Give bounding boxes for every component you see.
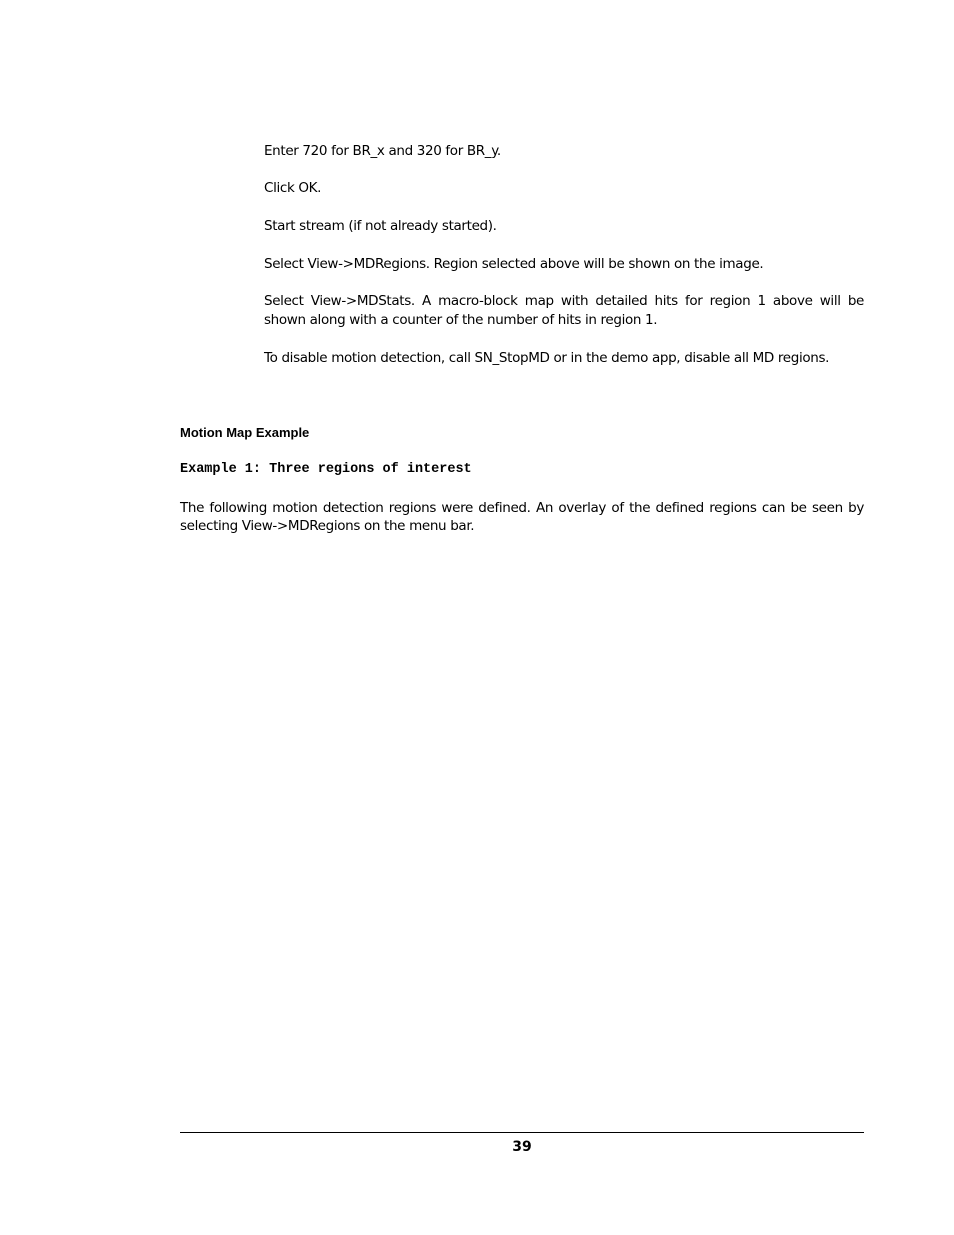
step-disable-motion-detection: To disable motion detection, call SN_StopMD or in the demo app, disable all MD regions. [264,350,830,366]
section-heading: Motion Map Example [180,425,310,440]
step-view-mdregions: Select View->MDRegions. Region selected above will be shown on the image. [264,256,764,272]
page-number: 39 [512,1139,532,1155]
step-click-ok: Click OK. [264,180,322,196]
body-paragraph: The following motion detection regions were defined. An overlay of the defined regions can be seen by selecting View->MDRegions on the menu bar. [180,500,864,534]
footer-divider [180,1132,864,1133]
step-view-mdstats: Select View->MDStats. A macro-block map with detailed hits for region 1 above will be shown along with a counter of the number of hits in region 1. [264,293,864,328]
step-enter-coordinates: Enter 720 for BR_x and 320 for BR_y. [264,143,501,159]
example-heading: Example 1: Three regions of interest [180,462,472,477]
step-start-stream: Start stream (if not already started). [264,218,497,234]
